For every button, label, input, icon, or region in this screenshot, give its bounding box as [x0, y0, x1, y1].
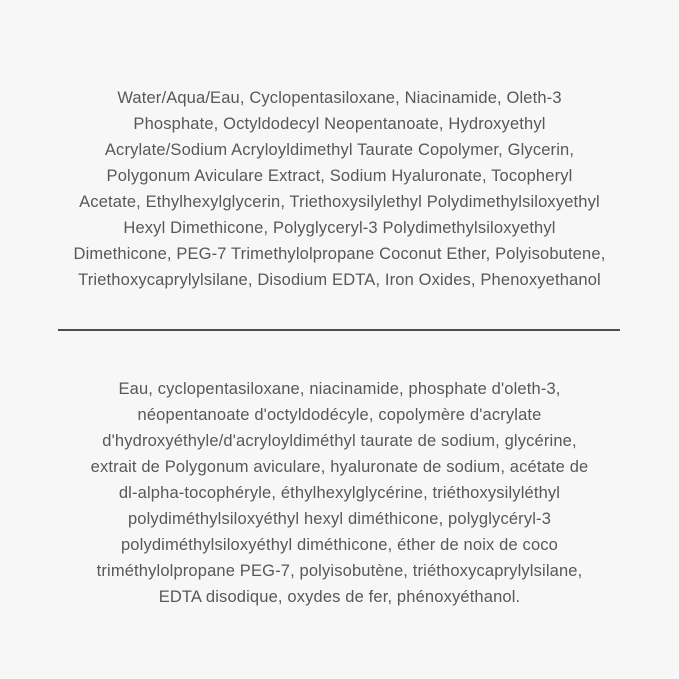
ingredients-english-line: Triethoxycaprylylsilane, Disodium EDTA, Iron Oxides, Phenoxyethanol: [78, 271, 601, 289]
ingredients-english-line: Acetate, Ethylhexylglycerin, Triethoxysilylethyl Polydimethylsiloxyethyl: [79, 193, 600, 211]
ingredients-english-line: Polygonum Aviculare Extract, Sodium Hyaluronate, Tocopheryl: [106, 167, 573, 185]
ingredients-english-line: Phosphate, Octyldodecyl Neopentanoate, Hydroxyethyl: [133, 115, 546, 133]
ingredients-french-line: EDTA disodique, oxydes de fer, phénoxyéthanol.: [158, 588, 521, 606]
divider-line: [58, 329, 620, 331]
ingredients-french-line: dl-alpha-tocophéryle, éthylhexylglycérine, triéthoxysilyléthyl: [118, 484, 561, 502]
ingredients-english-line: Dimethicone, PEG-7 Trimethylolpropane Coconut Ether, Polyisobutene,: [73, 245, 606, 263]
ingredients-french-line: d'hydroxyéthyle/d'acryloyldiméthyl taurate de sodium, glycérine,: [102, 432, 577, 450]
ingredients-french-line: polydiméthylsiloxyéthyl diméthicone, éther de noix de coco: [120, 536, 558, 554]
ingredients-french-line: extrait de Polygonum aviculare, hyaluronate de sodium, acétate de: [90, 458, 589, 476]
ingredients-french-line: Eau, cyclopentasiloxane, niacinamide, phosphate d'oleth-3,: [118, 380, 561, 398]
ingredients-english-line: Hexyl Dimethicone, Polyglyceryl-3 Polydimethylsiloxyethyl: [123, 219, 556, 237]
ingredients-french-line: triméthylolpropane PEG-7, polyisobutène, triéthoxycaprylylsilane,: [96, 562, 583, 580]
ingredients-french-line: polydiméthylsiloxyéthyl hexyl diméthicone, polyglycéryl-3: [127, 510, 552, 528]
ingredients-french: [0, 376, 679, 610]
ingredients-french-line: néopentanoate d'octyldodécyle, copolymère d'acrylate: [137, 406, 542, 424]
ingredients-english: [0, 85, 679, 293]
ingredients-english-line: Water/Aqua/Eau, Cyclopentasiloxane, Niacinamide, Oleth-3: [117, 89, 562, 107]
ingredients-english-line: Acrylate/Sodium Acryloyldimethyl Taurate Copolymer, Glycerin,: [104, 141, 575, 159]
